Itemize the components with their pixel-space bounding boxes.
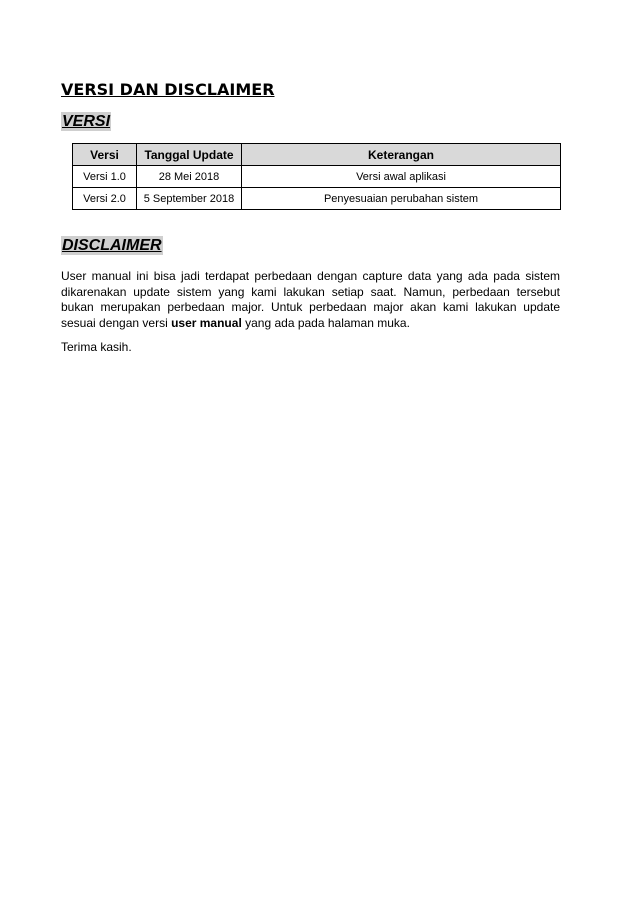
cell-tanggal: 28 Mei 2018 <box>137 166 242 188</box>
header-tanggal-update: Tanggal Update <box>137 144 242 166</box>
header-versi: Versi <box>73 144 137 166</box>
closing-text: Terima kasih. <box>61 340 132 354</box>
versi-heading: VERSI <box>62 113 111 130</box>
cell-versi: Versi 2.0 <box>73 188 137 210</box>
disclaimer-text-part2: yang ada pada halaman muka. <box>241 315 410 330</box>
disclaimer-paragraph <box>61 269 560 331</box>
cell-tanggal: 5 September 2018 <box>137 188 242 210</box>
table-row <box>73 166 561 188</box>
disclaimer-bold-text: user manual <box>171 315 242 330</box>
header-keterangan: Keterangan <box>242 144 561 166</box>
table-header-row <box>73 144 561 166</box>
disclaimer-text-part1: User manual ini bisa jadi terdapat perbedaan dengan capture data yang ada pada sistem dikarenakan update sistem yang kami lakukan setiap saat. Namun, perbedaan tersebut bukan merupakan perbedaan major. Untuk perbedaan major akan kami lakukan update sesuai dengan versi <box>61 269 560 330</box>
cell-keterangan: Penyesuaian perubahan sistem <box>242 188 561 210</box>
disclaimer-heading: DISCLAIMER <box>62 237 162 254</box>
cell-keterangan: Versi awal aplikasi <box>242 166 561 188</box>
cell-versi: Versi 1.0 <box>73 166 137 188</box>
page-title: VERSI DAN DISCLAIMER <box>61 80 275 99</box>
table-row <box>73 188 561 210</box>
version-table <box>72 143 561 210</box>
